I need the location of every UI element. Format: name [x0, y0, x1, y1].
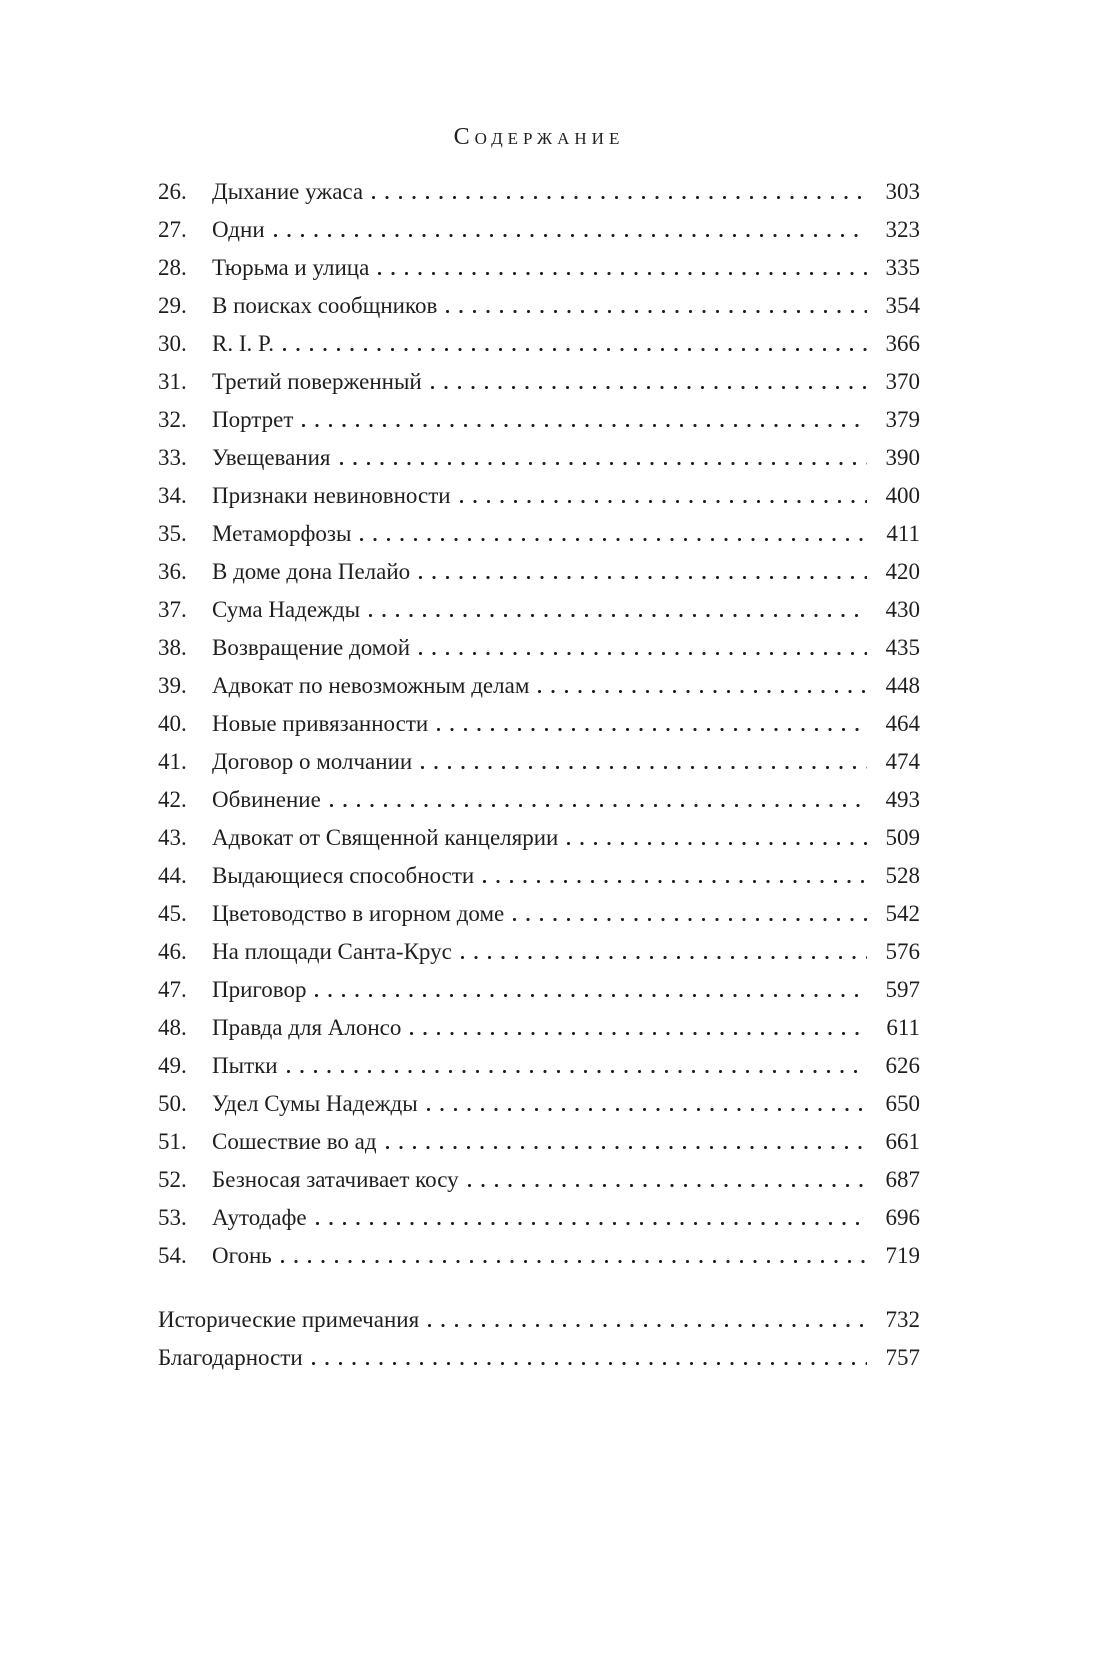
chapter-number: 47. — [158, 977, 187, 1002]
dot-leader — [419, 576, 867, 579]
page-number: 411 — [886, 521, 920, 546]
chapter-number: 40. — [158, 711, 187, 736]
chapter-number: 30. — [158, 331, 187, 356]
chapter-title: Третий поверженный — [212, 369, 422, 394]
page-number: 390 — [885, 445, 920, 470]
chapter-number: 46. — [158, 939, 187, 964]
dot-leader — [468, 1184, 867, 1187]
chapter-title: Портрет — [212, 407, 294, 432]
page-number: 366 — [885, 331, 920, 356]
chapter-number: 35. — [158, 521, 187, 546]
toc-entry — [158, 287, 920, 325]
dot-leader — [538, 690, 867, 693]
page-number: 435 — [885, 635, 920, 660]
toc-entry — [158, 363, 920, 401]
toc-entry — [158, 857, 920, 895]
chapter-number: 33. — [158, 445, 187, 470]
page-number: 576 — [885, 939, 920, 964]
chapter-number: 41. — [158, 749, 187, 774]
page-number: 597 — [885, 977, 920, 1002]
chapter-title: Цветоводство в игорном доме — [212, 901, 505, 926]
page-number: 626 — [885, 1053, 920, 1078]
dot-leader — [378, 272, 867, 275]
chapter-number: 26. — [158, 179, 187, 204]
chapter-number: 42. — [158, 787, 187, 812]
page-number: 696 — [885, 1205, 920, 1230]
toc-entry — [158, 211, 920, 249]
chapter-title: Огонь — [212, 1243, 272, 1268]
chapter-title: Сума Надежды — [212, 597, 361, 622]
chapter-number: 39. — [158, 673, 187, 698]
toc-entry — [158, 553, 920, 591]
chapter-number: 37. — [158, 597, 187, 622]
dot-leader — [302, 424, 867, 427]
page-number: 474 — [885, 749, 920, 774]
chapter-number: 49. — [158, 1053, 187, 1078]
toc-entry — [158, 249, 920, 287]
page-number: 303 — [885, 179, 920, 204]
page-number: 370 — [885, 369, 920, 394]
page-number: 757 — [885, 1345, 920, 1370]
toc-entry — [158, 705, 920, 743]
chapter-title: Аутодафе — [212, 1205, 307, 1230]
chapter-title: Удел Сумы Надежды — [212, 1091, 418, 1116]
chapter-number: 48. — [158, 1015, 187, 1040]
dot-leader — [315, 994, 867, 997]
chapter-number: 44. — [158, 863, 187, 888]
page-number: 400 — [885, 483, 920, 508]
toc-entry — [158, 1047, 920, 1085]
page-number: 542 — [885, 901, 920, 926]
dot-leader — [372, 196, 867, 199]
page-number: 448 — [885, 673, 920, 698]
chapter-title: Сошествие во ад — [212, 1129, 377, 1154]
toc-list — [158, 173, 920, 1377]
toc-entry — [158, 1085, 920, 1123]
toc-entry — [158, 591, 920, 629]
chapter-title: Правда для Алонсо — [212, 1015, 402, 1040]
page-number: 323 — [885, 217, 920, 242]
page-number: 335 — [885, 255, 920, 280]
chapter-title: R. I. P. — [212, 331, 274, 356]
chapter-title: Тюрьма и улица — [212, 255, 370, 280]
page-number: 509 — [885, 825, 920, 850]
page-number: 661 — [885, 1129, 920, 1154]
chapter-title: Договор о молчании — [212, 749, 413, 774]
toc-entry — [158, 743, 920, 781]
toc-entry — [158, 1301, 920, 1339]
chapter-number: 50. — [158, 1091, 187, 1116]
page-number: 420 — [885, 559, 920, 584]
page-number: 379 — [885, 407, 920, 432]
chapter-title: Приговор — [212, 977, 307, 1002]
page-number: 493 — [885, 787, 920, 812]
toc-entry — [158, 895, 920, 933]
page-number: 611 — [886, 1015, 920, 1040]
dot-leader — [483, 880, 867, 883]
chapter-title: Благодарности — [158, 1345, 303, 1370]
chapter-title: Дыхание ужаса — [212, 179, 364, 204]
toc-entry — [158, 1237, 920, 1275]
toc-entry — [158, 1009, 920, 1047]
dot-leader — [360, 538, 867, 541]
toc-entry — [158, 439, 920, 477]
dot-leader — [427, 1108, 867, 1111]
page-number: 719 — [885, 1243, 920, 1268]
toc-entry — [158, 819, 920, 857]
chapter-title: Обвинение — [212, 787, 321, 812]
toc-entry — [158, 933, 920, 971]
chapter-title: Возвращение домой — [212, 635, 411, 660]
toc-entry — [158, 401, 920, 439]
dot-leader — [431, 386, 867, 389]
chapter-number: 54. — [158, 1243, 187, 1268]
chapter-title: Безносая затачивает косу — [212, 1167, 459, 1192]
chapter-number: 28. — [158, 255, 187, 280]
chapter-number: 29. — [158, 293, 187, 318]
dot-leader — [340, 462, 867, 465]
page-number: 464 — [885, 711, 920, 736]
dot-leader — [437, 728, 867, 731]
toc-entry — [158, 515, 920, 553]
chapter-title: В поисках сообщников — [212, 293, 438, 318]
chapter-title: Одни — [212, 217, 265, 242]
chapter-title: На площади Санта-Крус — [212, 939, 452, 964]
chapter-number: 52. — [158, 1167, 187, 1192]
toc-entry — [158, 325, 920, 363]
chapter-title: В доме дона Пелайо — [212, 559, 411, 584]
dot-leader — [369, 614, 867, 617]
toc-entry — [158, 629, 920, 667]
dot-leader — [312, 1362, 867, 1365]
chapter-number: 32. — [158, 407, 187, 432]
chapter-title: Увещевания — [212, 445, 331, 470]
chapter-number: 31. — [158, 369, 187, 394]
page-number: 354 — [885, 293, 920, 318]
dot-leader — [567, 842, 867, 845]
dot-leader — [386, 1146, 867, 1149]
dot-leader — [446, 310, 867, 313]
chapter-number: 34. — [158, 483, 187, 508]
toc-entry — [158, 1199, 920, 1237]
dot-leader — [287, 1070, 867, 1073]
toc-entry — [158, 1339, 920, 1377]
chapter-number: 45. — [158, 901, 187, 926]
toc-entry — [158, 667, 920, 705]
chapter-number: 36. — [158, 559, 187, 584]
page-number: 687 — [885, 1167, 920, 1192]
dot-leader — [274, 234, 867, 237]
toc-entry — [158, 1161, 920, 1199]
chapter-number: 53. — [158, 1205, 187, 1230]
chapter-number: 38. — [158, 635, 187, 660]
page-title: Содержание — [453, 124, 625, 150]
dot-leader — [419, 652, 867, 655]
page-number: 430 — [885, 597, 920, 622]
chapter-title: Пытки — [212, 1053, 278, 1078]
toc-entry — [158, 477, 920, 515]
toc-entry — [158, 781, 920, 819]
dot-leader — [281, 1260, 867, 1263]
chapter-title: Адвокат от Священной канцелярии — [212, 825, 559, 850]
dot-leader — [460, 500, 867, 503]
toc-entry — [158, 173, 920, 211]
chapter-number: 43. — [158, 825, 187, 850]
toc-entry — [158, 971, 920, 1009]
dot-leader — [283, 348, 867, 351]
dot-leader — [428, 1324, 867, 1327]
dot-leader — [461, 956, 867, 959]
chapter-number: 27. — [158, 217, 187, 242]
toc-entry — [158, 1123, 920, 1161]
dot-leader — [421, 766, 867, 769]
chapter-title: Выдающиеся способности — [212, 863, 475, 888]
dot-leader — [330, 804, 867, 807]
page-number: 650 — [885, 1091, 920, 1116]
dot-leader — [316, 1222, 867, 1225]
chapter-title: Адвокат по невозможным делам — [212, 673, 530, 698]
page-number: 732 — [885, 1307, 920, 1332]
chapter-number: 51. — [158, 1129, 187, 1154]
chapter-title: Исторические примечания — [158, 1307, 420, 1332]
dot-leader — [513, 918, 867, 921]
chapter-title: Метаморфозы — [212, 521, 352, 546]
page-number: 528 — [885, 863, 920, 888]
dot-leader — [410, 1032, 867, 1035]
chapter-title: Новые привязанности — [212, 711, 429, 736]
chapter-title: Признаки невиновности — [212, 483, 451, 508]
